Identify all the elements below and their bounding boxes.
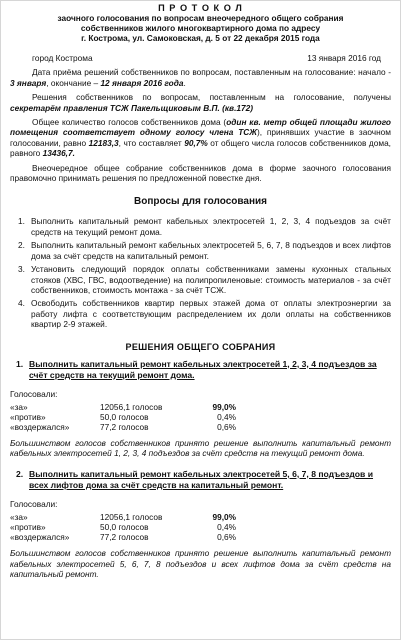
vote-count: 50,0 голосов [100, 522, 149, 533]
list-item-number: 3. [18, 264, 25, 275]
table-row [10, 532, 236, 542]
text-run: Общее количество голосов собственников дома ( [32, 117, 227, 128]
vote-count: 50,0 голосов [100, 411, 149, 422]
text-run: от общего числа голосов собственников дома, равного [10, 137, 391, 159]
votes-table-1 [10, 402, 236, 432]
decision-2-conclusion: Большинством голосов собственников принято решение выполнить капитальный ремонт кабельных электросетей 5, 6, 7, 8 подъездов и всех лифтов дома за счёт средств на капитальный ремонт. [10, 548, 391, 579]
vote-option: «воздержался» [10, 421, 70, 432]
list-item-text: Установить следующий порядок оплаты собственниками замены кухонных стальных стояков (ХВС, ГВС, водоотведение) на полипропиленовые: стоимость материалов - за счёт собственников, стоимость монтажа - за счёт ТСЖ. [31, 264, 391, 295]
participating-votes: 12183,3 [88, 137, 119, 148]
votes-label: Голосовали: [10, 388, 58, 399]
vote-count: 77,2 голосов [100, 532, 149, 543]
list-item [10, 298, 391, 329]
vote-percent: 99,0% [212, 401, 236, 412]
vote-option: «воздержался» [10, 532, 70, 543]
paragraph-vote-count [10, 117, 391, 159]
participation-percent: 90,7% [184, 137, 208, 148]
vote-option: «против» [10, 411, 46, 422]
decision-1-conclusion: Большинством голосов собственников принято решение выполнить капитальный ремонт кабельных электросетей 1, 2, 3, 4 подъездов за счёт средств на текущий ремонт дома. [10, 437, 391, 459]
votes-table-2 [10, 512, 236, 542]
table-row [10, 422, 236, 432]
decision-1-heading [10, 359, 391, 381]
list-item [10, 216, 391, 237]
list-item [10, 240, 391, 261]
paragraph-dates [10, 67, 391, 88]
place-date-row [10, 53, 391, 63]
list-item-number: 4. [18, 298, 25, 309]
place-city: город Кострома [32, 53, 93, 63]
vote-count: 77,2 голосов [100, 421, 149, 432]
text-run: , окончание – [46, 77, 101, 88]
end-date: 12 января 2016 года [100, 77, 184, 88]
vote-option: «за» [10, 401, 28, 412]
table-row [10, 512, 236, 522]
questions-list [10, 216, 391, 329]
text-run: . [183, 77, 186, 88]
document-subtitle-line-1: заочного голосования по вопросам внеочередного общего собрания [57, 13, 344, 23]
table-row [10, 412, 236, 422]
table-row [10, 522, 236, 532]
vote-option: «за» [10, 512, 28, 523]
list-item [10, 264, 391, 295]
decision-2-heading [10, 469, 391, 491]
document-title: П Р О Т О К О Л [158, 3, 243, 13]
list-item-text: Выполнить капитальный ремонт кабельных электросетей 1, 2, 3, 4 подъездов за счёт средств на текущий ремонт дома. [31, 216, 391, 237]
text-run: , что составляет [118, 137, 185, 148]
decisions-heading: РЕШЕНИЯ ОБЩЕГО СОБРАНИЯ [125, 341, 276, 352]
vote-count: 12056,1 голосов [100, 401, 163, 412]
vote-percent: 0,4% [217, 522, 236, 533]
vote-percent: 0,6% [217, 421, 236, 432]
decision-title: Выполнить капитальный ремонт кабельных электросетей 1, 2, 3, 4 подъездов за счёт средств на текущий ремонт дома. [29, 358, 377, 380]
list-item-text: Освободить собственников квартир первых этажей дома от оплаты электроэнергии за работу лифта с соответствующим распределением их доли оплаты на собственников квартир 2-9 этажей. [31, 298, 391, 330]
vote-percent: 99,0% [212, 512, 236, 523]
start-date: 3 января [10, 77, 47, 88]
vote-count: 12056,1 голосов [100, 512, 163, 523]
questions-heading: Вопросы для голосования [133, 196, 267, 208]
protocol-date: 13 января 2016 год [307, 53, 381, 63]
document-subtitle-line-2: собственников жилого многоквартирного дома по адресу [80, 23, 321, 33]
vote-percent: 0,6% [217, 532, 236, 543]
votes-label: Голосовали: [10, 498, 58, 509]
total-votes: 13436,7. [42, 148, 75, 159]
secretary-name: секретарём правления ТСЖ Пакельщиковым В.П. (кв.172) [10, 102, 253, 113]
decision-number: 2. [16, 468, 24, 479]
text-run: Дата приёма решений собственников по вопросам, поставленным на голосование: начало - [32, 67, 391, 78]
vote-percent: 0,4% [217, 411, 236, 422]
table-row [10, 402, 236, 412]
paragraph-quorum: Внеочередное общее собрание собственников дома в форме заочного голосования правомочно принимать решения по предложенной повестке дня. [10, 162, 391, 184]
paragraph-received [10, 92, 391, 113]
decision-title: Выполнить капитальный ремонт кабельных электросетей 5, 6, 7, 8 подъездов и всех лифтов дома за счёт средств на капитальный ремонт. [29, 468, 374, 490]
decision-number: 1. [16, 358, 24, 369]
list-item-text: Выполнить капитальный ремонт кабельных электросетей 5, 6, 7, 8 подъездов и всех лифтов дома за счёт средств на капитальный ремонт. [31, 240, 391, 261]
list-item-number: 1. [18, 216, 25, 227]
list-item-number: 2. [18, 240, 25, 251]
text-run: ), принявших участие в заочном голосовании, равно [10, 127, 392, 148]
vote-option: «против» [10, 522, 46, 533]
vote-rule: один кв. метр общей площади жилого помещения соответствует одному голосу члена ТСЖ [10, 117, 391, 138]
text-run: Решения собственников по вопросам, поставленным на голосование, получены [32, 92, 391, 103]
document-subtitle-line-3: г. Кострома, ул. Самоковская, д. 5 от 22 декабря 2015 года [81, 33, 320, 43]
